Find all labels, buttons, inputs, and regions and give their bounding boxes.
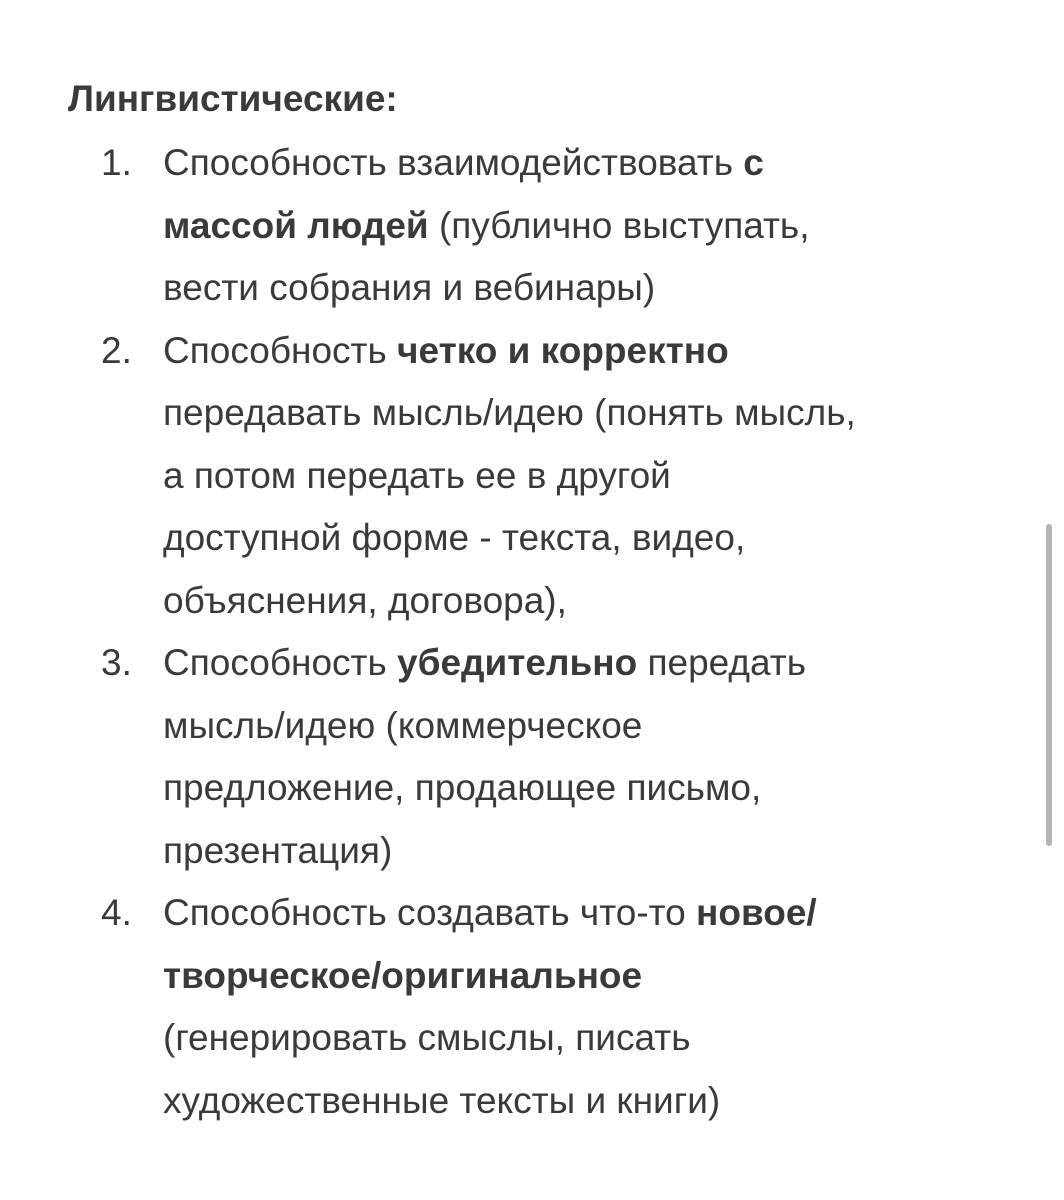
text: Способность: [163, 642, 398, 683]
text: а потом передать ее в другой: [163, 454, 671, 496]
list-item-number: 2.: [101, 329, 132, 371]
text: передать: [637, 642, 806, 683]
text: Способность создавать что-то: [163, 892, 697, 933]
list-item-number: 3.: [101, 642, 132, 683]
list-item-line: [163, 445, 1040, 508]
list-item-number: 4.: [101, 892, 132, 933]
text: вести собрания и вебинары): [163, 267, 656, 308]
text: художественные тексты и книги): [163, 1079, 721, 1121]
text: (публично выступать,: [428, 204, 810, 246]
section-heading: Лингвистические:: [68, 78, 398, 119]
bold-text: новое/: [696, 892, 817, 933]
list-item-line: [163, 1007, 1040, 1070]
list-item-line: [163, 382, 1040, 445]
bold-text: массой людей: [163, 204, 429, 246]
list-item-line: [163, 695, 1040, 758]
text: (генерировать смыслы, писать: [163, 1017, 691, 1058]
list-item-line: [163, 507, 1040, 570]
list-item-line: [163, 820, 1040, 883]
bold-text: с: [743, 142, 764, 183]
list-item: [0, 132, 1040, 320]
text: передавать мысль/идею (понять мысль,: [163, 392, 856, 433]
text: доступной форме - текста, видео,: [163, 517, 746, 558]
bold-text: убедительно: [397, 642, 638, 683]
text: мысль/идею (коммерческое: [163, 704, 643, 746]
text: объяснения, договора),: [163, 579, 567, 621]
scrollbar[interactable]: [1046, 524, 1052, 846]
list-item: [0, 882, 1040, 1132]
bold-text: творческое/оригинальное: [163, 954, 643, 996]
list-item-line: [163, 757, 1040, 820]
list-item-line: [163, 1070, 1040, 1133]
list-item-line: [163, 257, 1040, 320]
text: Способность: [163, 329, 398, 371]
numbered-list: [0, 132, 1040, 1132]
list-item: [0, 320, 1040, 633]
text: предложение, продающее письмо,: [163, 767, 762, 808]
text: презентация): [163, 829, 393, 871]
list-item-line: [163, 320, 1040, 383]
list-item-line: [163, 132, 1040, 195]
list-item-line: [163, 632, 1040, 695]
list-item-line: [163, 195, 1040, 258]
list-item-line: [163, 945, 1040, 1008]
text: Способность взаимодействовать: [163, 142, 744, 183]
list-item-number: 1.: [101, 142, 132, 183]
bold-text: четко и корректно: [397, 329, 729, 371]
list-item-line: [163, 882, 1040, 945]
list-item-line: [163, 570, 1040, 633]
list-item: [0, 632, 1040, 882]
